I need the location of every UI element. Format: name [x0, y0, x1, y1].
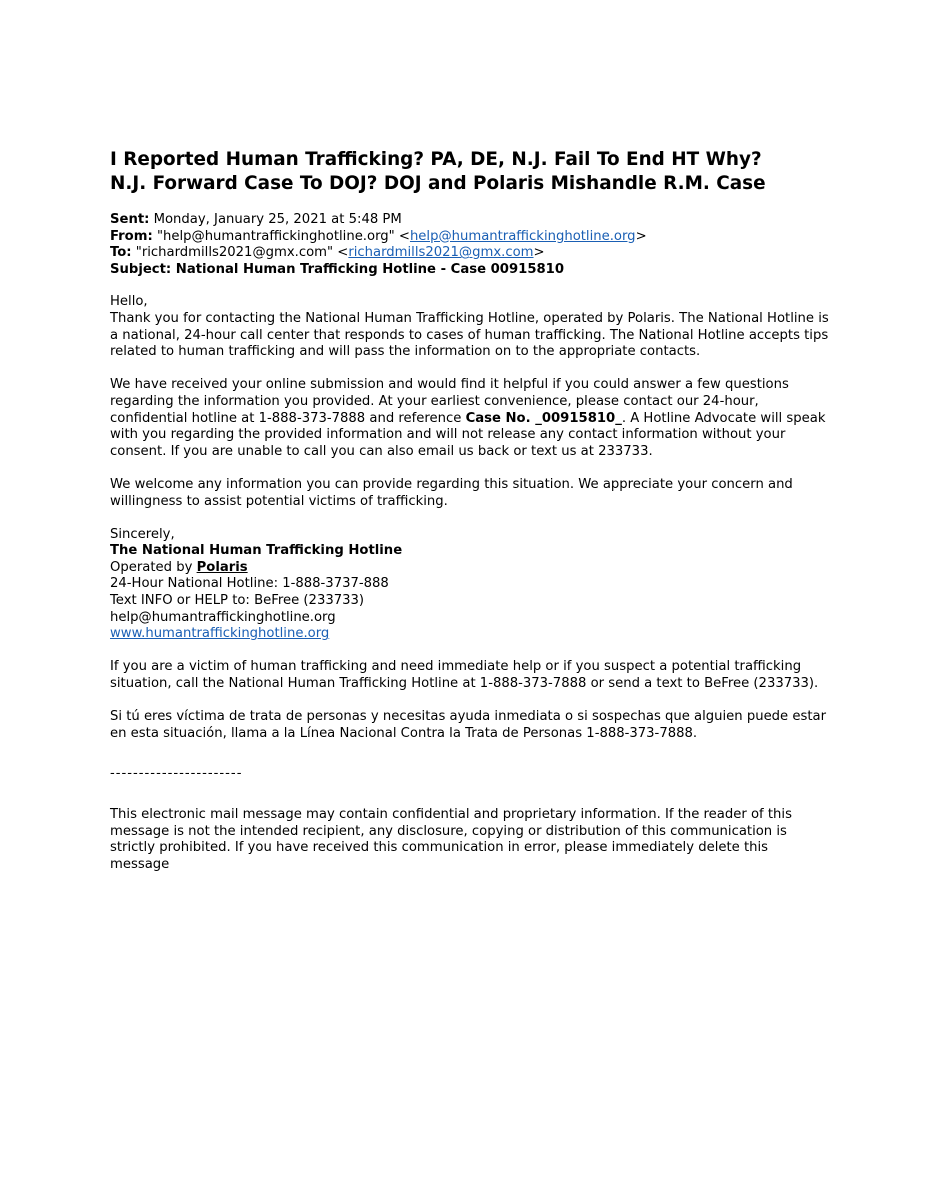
greeting: Hello, [110, 294, 148, 310]
signature-hotline: 24-Hour National Hotline: 1-888-3737-888 [110, 576, 389, 592]
confidentiality-disclaimer: This electronic mail message may contain confidential and proprietary information. If the reader of this message is not the intended recipient, any disclosure, copying or distribution of this communication is strictly prohibited. If you have received this communication in error, please immediately delete this message [110, 807, 792, 872]
title-line-1: I Reported Human Trafficking? PA, DE, N.J. Fail To End HT Why? [110, 149, 762, 170]
body-paragraph-1: Thank you for contacting the National Human Trafficking Hotline, operated by Polaris. The National Hotline is a national, 24-hour call center that responds to cases of human trafficking. The National Hotline accepts tips related to human trafficking and will pass the information on to the appropriate contacts. [110, 310, 829, 360]
sent-row [110, 212, 830, 229]
subject-label: Subject: [110, 261, 172, 277]
para2-before: We have received your online submission and would find it helpful if you could answer a few questions regarding the information you provided. At your earliest convenience, please contact our 24-hour, confidential hotline at 1-888-373-7888 and reference [110, 377, 789, 426]
operated-by-row [110, 560, 830, 577]
to-display: "richardmills2021@gmx.com" < [131, 245, 349, 261]
from-row [110, 229, 830, 246]
to-close: > [533, 245, 545, 261]
case-number: Case No. _00915810_ [465, 410, 622, 426]
to-label: To: [110, 245, 132, 261]
signature-block [110, 527, 830, 643]
email-document [110, 148, 830, 873]
separator-line: ----------------------- [110, 766, 243, 782]
footer-paragraph-spanish: Si tú eres víctima de trata de personas y necesitas ayuda inmediata o si sospechas que alguien puede estar en esta situación, llama a la Línea Nacional Contra la Trata de Personas 1-888-373-7888. [110, 709, 827, 741]
to-address-link[interactable]: richardmills2021@gmx.com [348, 245, 534, 261]
operated-by-text: Operated by [110, 559, 197, 575]
body-paragraph-2 [110, 377, 830, 460]
subject-value: National Human Trafficking Hotline - Case 00915810 [171, 261, 565, 277]
body-paragraph-3: We welcome any information you can provide regarding this situation. We appreciate your concern and willingness to assist potential victims of trafficking. [110, 476, 793, 509]
footer-paragraph-english: If you are a victim of human trafficking and need immediate help or if you suspect a potential trafficking situation, call the National Human Trafficking Hotline at 1-888-373-7888 or send a text to BeFree (233733). [110, 659, 819, 692]
from-label: From: [110, 228, 153, 244]
from-display: "help@humantraffickinghotline.org" < [152, 228, 410, 244]
email-header [110, 212, 830, 278]
sent-label: Sent: [110, 212, 150, 227]
sent-value: Monday, January 25, 2021 at 5:48 PM [149, 212, 402, 227]
to-row [110, 245, 830, 262]
subject-row [110, 262, 830, 279]
signature-text-info: Text INFO or HELP to: BeFree (233733) [110, 593, 365, 609]
from-address-link[interactable]: help@humantraffickinghotline.org [409, 228, 636, 244]
para2-after: . A Hotline Advocate will speak with you regarding the provided information and will not release any contact information without your consent. If you are unable to call you can also email us back or text us at 233733. [110, 410, 826, 459]
polaris-link[interactable]: Polaris [196, 559, 248, 575]
title-line-2: N.J. Forward Case To DOJ? DOJ and Polaris Mishandle R.M. Case [110, 173, 766, 194]
website-link[interactable]: www.humantraffickinghotline.org [110, 626, 330, 642]
signature-email: help@humantraffickinghotline.org [110, 609, 336, 625]
from-close: > [635, 228, 647, 244]
page-title [110, 148, 830, 196]
signature-closing: Sincerely, [110, 526, 175, 542]
signature-name: The National Human Trafficking Hotline [110, 543, 403, 559]
